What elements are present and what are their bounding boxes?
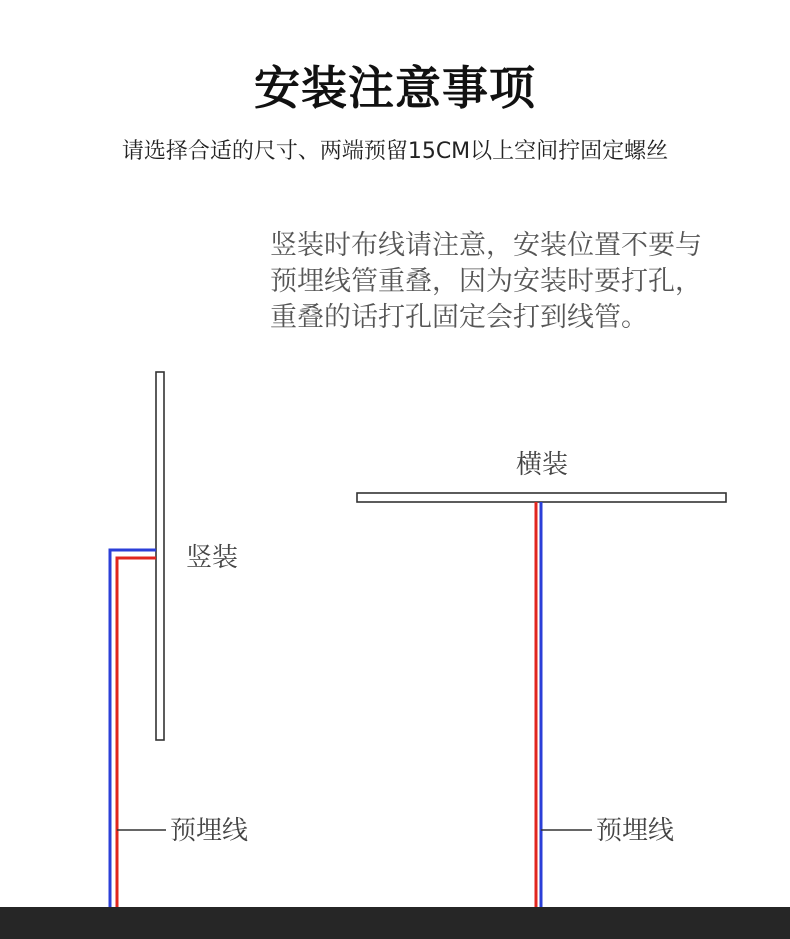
- note-line: 重叠的话打孔固定会打到线管。: [270, 302, 648, 333]
- page-title: 安装注意事项: [254, 61, 536, 115]
- horizontal-mount-label: 横装: [515, 450, 569, 480]
- horizontal-mount-bar: [357, 493, 726, 502]
- vertical-mount-bar: [156, 372, 164, 740]
- wire-label-left: 预埋线: [170, 816, 249, 846]
- note-line: 竖装时布线请注意，安装位置不要与: [270, 230, 702, 261]
- note-line: 预埋线管重叠，因为安装时要打孔，: [270, 266, 702, 297]
- page-subtitle: 请选择合适的尺寸、两端预留15CM以上空间拧固定螺丝: [121, 139, 669, 164]
- vertical-red-wire: [117, 558, 156, 907]
- footer-bar: [0, 907, 790, 939]
- wire-label-right: 预埋线: [596, 816, 675, 846]
- vertical-mount-label: 竖装: [186, 543, 239, 573]
